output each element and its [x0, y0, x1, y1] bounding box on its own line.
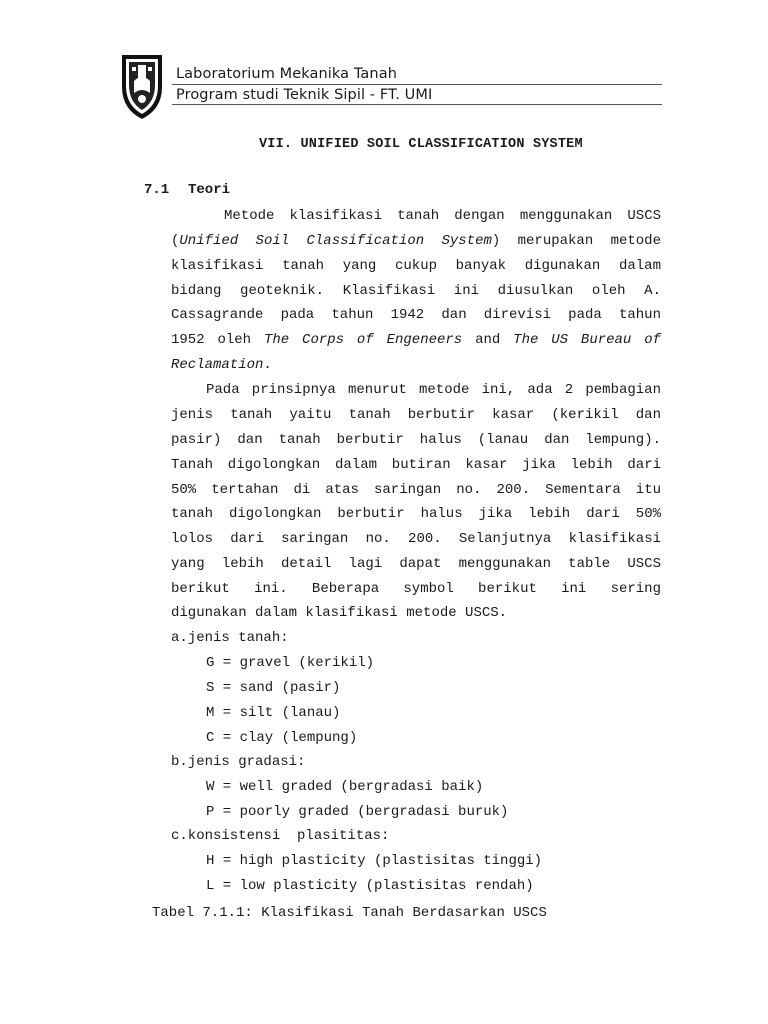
para2-line4: Tanah digolongkan dalam butiran kasar jika lebih dari [171, 457, 661, 473]
header-rule-top [172, 84, 662, 85]
chapter-title: VII. UNIFIED SOIL CLASSIFICATION SYSTEM [259, 137, 583, 152]
section-number: 7.1 [144, 182, 170, 198]
list-item: M = silt (lanau) [206, 705, 341, 721]
para1-line2: (Unified Soil Classification System) merupakan metode [171, 233, 661, 249]
para2-line9: berikut ini. Beberapa symbol berikut ini sering [171, 581, 661, 597]
list-item: W = well graded (bergradasi baik) [206, 779, 484, 795]
list-item: S = sand (pasir) [206, 680, 341, 696]
list-c-title: c.konsistensi plasititas: [171, 828, 390, 844]
para1-line6: 1952 oleh The Corps of Engeneers and The US Bureau of [171, 332, 662, 348]
para1-line7: Reclamation. [171, 357, 272, 373]
para2-line7: lolos dari saringan no. 200. Selanjutnya klasifikasi [171, 531, 661, 547]
para2-line8: yang lebih detail lagi dapat menggunakan table USCS [171, 556, 661, 572]
list-b-title: b.jenis gradasi: [171, 754, 306, 770]
section-heading [144, 182, 230, 198]
header-rule-bottom [172, 104, 662, 105]
list-a-title: a.jenis tanah: [171, 630, 289, 646]
para1-line5: Cassagrande pada tahun 1942 dan direvisi pada tahun [171, 307, 661, 323]
header-program-name: Program studi Teknik Sipil - FT. UMI [176, 87, 433, 103]
para1-line4: bidang geoteknik. Klasifikasi ini diusulkan oleh A. [171, 283, 661, 299]
list-item: C = clay (lempung) [206, 730, 358, 746]
para2-line2: jenis tanah yaitu tanah berbutir kasar (kerikil dan [171, 407, 661, 423]
section-title: Teori [188, 182, 231, 198]
para1-line1: Metode klasifikasi tanah dengan menggunakan USCS [224, 208, 661, 224]
para1-line3: klasifikasi tanah yang cukup banyak digunakan dalam [171, 258, 661, 274]
list-item: H = high plasticity (plastisitas tinggi) [206, 853, 543, 869]
para2-line10: digunakan dalam klasifikasi metode USCS. [171, 605, 508, 621]
para2-line5: 50% tertahan di atas saringan no. 200. Sementara itu [171, 482, 661, 498]
list-item: P = poorly graded (bergradasi buruk) [206, 804, 509, 820]
university-shield-logo [118, 53, 166, 121]
para2-line1: Pada prinsipnya menurut metode ini, ada 2 pembagian [206, 382, 661, 398]
list-item: L = low plasticity (plastisitas rendah) [206, 878, 534, 894]
header-lab-name: Laboratorium Mekanika Tanah [176, 66, 397, 82]
list-item: G = gravel (kerikil) [206, 655, 375, 671]
table-caption: Tabel 7.1.1: Klasifikasi Tanah Berdasarkan USCS [152, 905, 547, 921]
para2-line3: pasir) dan tanah berbutir halus (lanau dan lempung). [171, 432, 661, 448]
para2-line6: tanah digolongkan berbutir halus jika lebih dari 50% [171, 506, 661, 522]
